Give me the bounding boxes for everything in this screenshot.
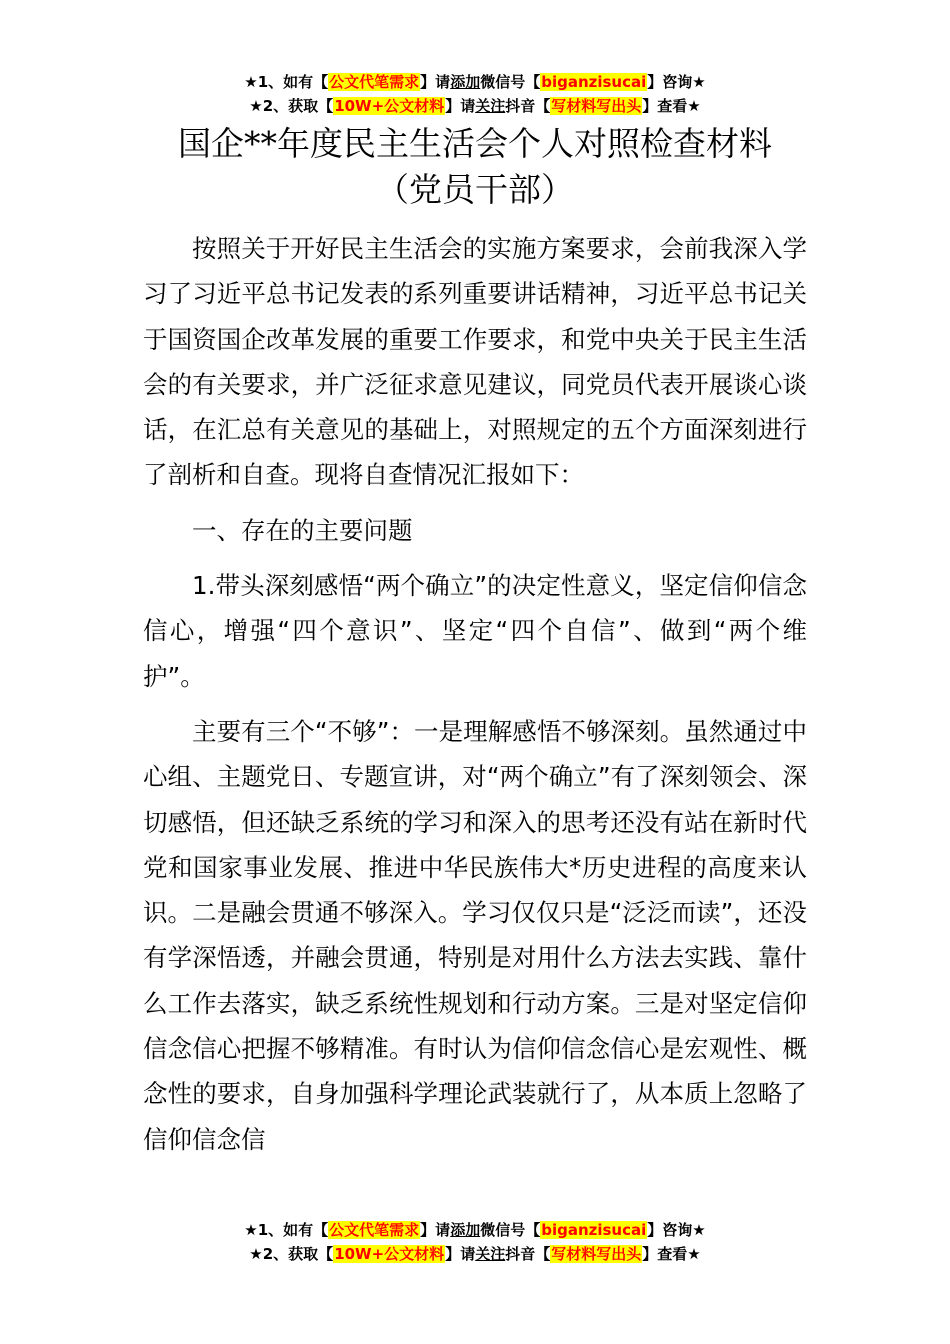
top-banner — [0, 70, 950, 118]
banner-line-2 — [0, 1242, 950, 1266]
banner-text: ★2、获取【 — [249, 1245, 334, 1263]
banner-text: 】请 — [420, 73, 451, 91]
banner-underline: 关注 — [475, 1245, 506, 1263]
banner-highlight: 写材料写出头 — [551, 1245, 642, 1263]
banner-highlight: 公文代笔需求 — [329, 73, 420, 91]
banner-underline: 添加 — [450, 73, 481, 91]
banner-text: 】请 — [445, 1245, 476, 1263]
banner-underline: 关注 — [475, 97, 506, 115]
document-body — [143, 226, 807, 1162]
banner-text: 】咨询★ — [647, 1221, 706, 1239]
intro-paragraph: 按照关于开好民主生活会的实施方案要求，会前我深入学习了习近平总书记发表的系列重要讲话精神，习近平总书记关于国资国企改革发展的重要工作要求，和党中央关于民主生活会的有关要求，并广泛征求意见建议，同党员代表开展谈心谈话，在汇总有关意见的基础上，对照规定的五个方面深刻进行了剖析和自查。现将自查情况汇报如下： — [143, 234, 807, 490]
document-title: 国企**年度民主生活会个人对照检查材料 — [178, 124, 772, 163]
banner-text: 】查看★ — [642, 1245, 701, 1263]
banner-highlight: biganzisucai — [541, 73, 647, 91]
banner-text: 抖音【 — [505, 97, 551, 115]
section-heading: 一、存在的主要问题 — [192, 515, 413, 545]
subsection-heading: 1.带头深刻感悟“两个确立”的决定性意义，坚定信仰信念信心，增强“四个意识”、坚定“四个自信”、做到“两个维护”。 — [143, 571, 807, 691]
banner-text: 微信号【 — [480, 73, 541, 91]
banner-text: 微信号【 — [480, 1221, 541, 1239]
banner-text: ★1、如有【 — [244, 1221, 329, 1239]
banner-text: 抖音【 — [505, 1245, 551, 1263]
banner-text: ★2、获取【 — [249, 97, 334, 115]
banner-highlight: 10W+公文材料 — [334, 97, 445, 115]
banner-text: 】查看★ — [642, 97, 701, 115]
banner-line-1 — [0, 70, 950, 94]
body-paragraph: 主要有三个“不够”：一是理解感悟不够深刻。虽然通过中心组、主题党日、专题宣讲，对“两个确立”有了深刻领会、深切感悟，但还缺乏系统的学习和深入的思考还没有站在新时代党和国家事业发展、推进中华民族伟大*历史进程的高度来认识。二是融会贯通不够深入。学习仅仅只是“泛泛而读”，还没有学深悟透，并融会贯通，特别是对用什么方法去实践、靠什么工作去落实，缺乏系统性规划和行动方案。三是对坚定信仰信念信心把握不够精准。有时认为信仰信念信心是宏观性、概念性的要求，自身加强科学理论武装就行了，从本质上忽略了信仰信念信 — [143, 716, 807, 1154]
banner-highlight: 10W+公文材料 — [334, 1245, 445, 1263]
banner-line-1 — [0, 1218, 950, 1242]
banner-highlight: 写材料写出头 — [551, 97, 642, 115]
banner-text: ★1、如有【 — [244, 73, 329, 91]
bottom-banner — [0, 1218, 950, 1266]
banner-text: 】咨询★ — [647, 73, 706, 91]
banner-line-2 — [0, 94, 950, 118]
banner-text: 】请 — [445, 97, 476, 115]
banner-highlight: biganzisucai — [541, 1221, 647, 1239]
document-subtitle: （党员干部） — [376, 170, 574, 209]
banner-highlight: 公文代笔需求 — [329, 1221, 420, 1239]
banner-underline: 添加 — [450, 1221, 481, 1239]
banner-text: 】请 — [420, 1221, 451, 1239]
